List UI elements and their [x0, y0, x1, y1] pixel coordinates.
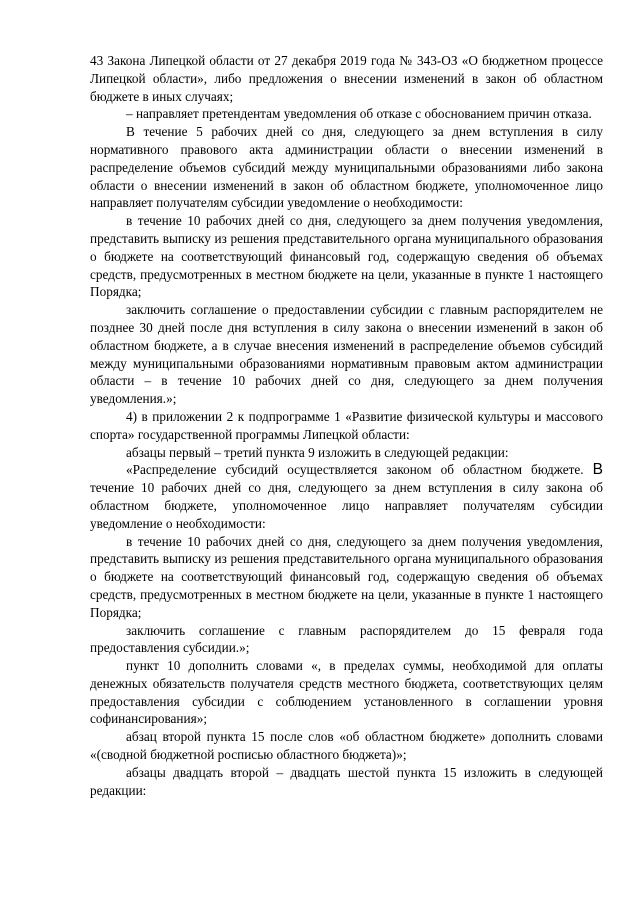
- paragraph-7: абзацы первый – третий пункта 9 изложить в следующей редакции:: [126, 444, 509, 460]
- paragraph-1: 43 Закона Липецкой области от 27 декабря 2019 года № 343-ОЗ «О бюджетном процессе Липецкой области», либо предложения о внесении изменений в закон об областном бюджете в иных случаях;: [90, 53, 603, 104]
- paragraph-12: абзац второй пункта 15 после слов «об областном бюджете» дополнить словами «(сводной бюджетной росписью областного бюджета)»;: [90, 729, 603, 763]
- document-page: [90, 52, 603, 799]
- paragraph-6: 4) в приложении 2 к подпрограмме 1 «Развитие физической культуры и массового спорта» государственной программы Липецкой области:: [90, 408, 603, 442]
- paragraph-9: в течение 10 рабочих дней со дня, следующего за днем получения уведомления, представить выписку из решения представительного органа муниципального образования о бюджете на соответствующий финансовый год, содержащую сведения об объемах средств, предусмотренных в местном бюджете на цели, указанные в пункте 1 настоящего Порядка;: [90, 533, 603, 620]
- paragraph-8-part-c: течение 10 рабочих дней со дня, следующего за днем вступления в силу закона об областном бюджете, уполномоченное лицо направляет получателям субсидии уведомление о необходимости:: [90, 480, 603, 531]
- paragraph-4: в течение 10 рабочих дней со дня, следующего за днем получения уведомления, представить выписку из решения представительного органа муниципального образования о бюджете на соответствующий финансовый год, содержащую сведения об объемах средств, предусмотренных в местном бюджете на цели, указанные в пункте 1 настоящего Порядка;: [90, 213, 603, 300]
- paragraph-8-part-a: «Распределение субсидий осуществляется законом об областном бюджете.: [126, 462, 593, 478]
- paragraph-2: – направляет претендентам уведомления об отказе с обоснованием причин отказа.: [126, 106, 592, 122]
- paragraph-13: абзацы двадцать второй – двадцать шестой пункта 15 изложить в следующей редакции:: [90, 764, 603, 798]
- paragraph-8: [90, 461, 603, 532]
- paragraph-5: заключить соглашение о предоставлении субсидии с главным распорядителем не позднее 30 дней после дня вступления в силу закона о внесении изменений в закон об областном бюджете, а в случае внесения изменений в распределение объемов субсидий между муниципальными образованиями нормативным правовым актом администрации области – в течение 10 рабочих дней со дня, следующего за днем получения уведомления.»;: [90, 302, 603, 407]
- paragraph-8-large-letter: В: [592, 461, 603, 479]
- paragraph-3: В течение 5 рабочих дней со дня, следующего за днем вступления в силу нормативного правового акта администрации области о внесении изменений в распределение объемов субсидий между муниципальными образованиями либо закона области о внесении изменений в закон об областном бюджете, уполномоченное лицо направляет получателям субсидии уведомление о необходимости:: [90, 124, 603, 211]
- paragraph-11: пункт 10 дополнить словами «, в пределах суммы, необходимой для оплаты денежных обязательств получателя средств местного бюджета, соответствующих целям предоставления субсидии с соблюдением установленного в соглашении уровня софинансирования»;: [90, 658, 603, 727]
- paragraph-10: заключить соглашение с главным распорядителем до 15 февраля года предоставления субсидии.»;: [90, 622, 603, 656]
